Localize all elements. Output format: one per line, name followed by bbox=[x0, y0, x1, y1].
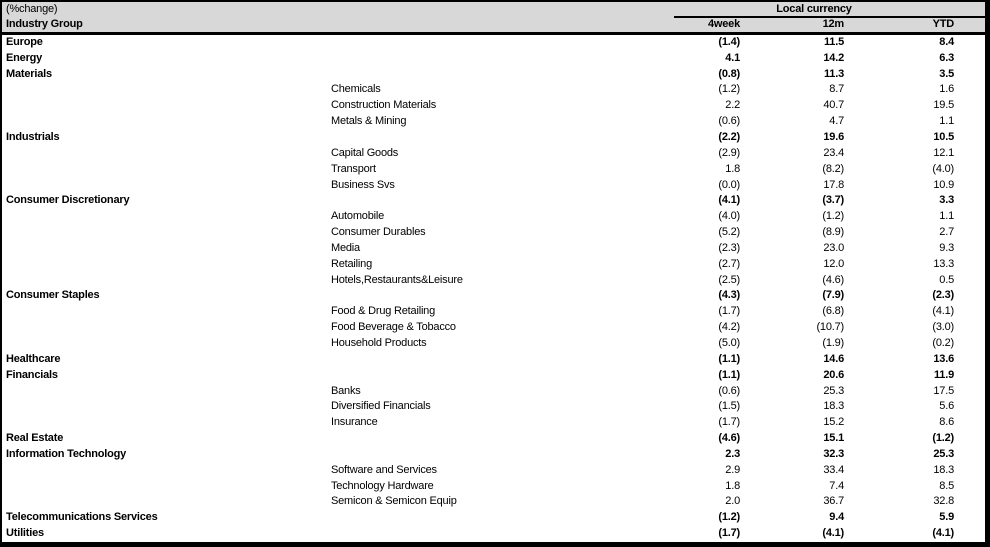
sub-industry-label: Transport bbox=[331, 162, 376, 175]
row-padding-cell bbox=[954, 272, 985, 288]
row-padding-cell bbox=[954, 367, 985, 383]
industry-group-label bbox=[2, 336, 327, 352]
value-ytd: (1.2) bbox=[932, 432, 954, 445]
row-padding-cell bbox=[954, 494, 985, 510]
value-4week: (2.3) bbox=[718, 241, 740, 254]
value-4week: (4.1) bbox=[718, 194, 740, 207]
industry-group-label: Materials bbox=[6, 67, 52, 80]
sub-industry-label bbox=[327, 33, 674, 50]
value-12m: 40.7 bbox=[823, 99, 844, 112]
value-ytd: 13.3 bbox=[933, 257, 954, 270]
table-row bbox=[2, 383, 985, 399]
industry-group-label: Healthcare bbox=[6, 352, 61, 365]
value-12m: (10.7) bbox=[816, 321, 844, 334]
table-row bbox=[2, 288, 985, 304]
industry-group-label bbox=[2, 177, 327, 193]
sub-industry-label: Diversified Financials bbox=[331, 400, 431, 413]
value-ytd: 6.3 bbox=[939, 51, 954, 64]
header-row-columns bbox=[2, 17, 985, 33]
row-padding-cell bbox=[954, 50, 985, 66]
table-row bbox=[2, 66, 985, 82]
value-12m: 14.2 bbox=[823, 51, 844, 64]
row-padding-cell bbox=[954, 336, 985, 352]
table-row bbox=[2, 351, 985, 367]
value-4week: (4.2) bbox=[718, 321, 740, 334]
industry-group-label: Consumer Staples bbox=[6, 289, 100, 302]
value-4week: 2.0 bbox=[725, 495, 740, 508]
value-ytd: 25.3 bbox=[933, 447, 954, 460]
table-row bbox=[2, 478, 985, 494]
sub-industry-label: Software and Services bbox=[331, 463, 437, 476]
value-12m: 36.7 bbox=[823, 495, 844, 508]
value-4week: (4.6) bbox=[718, 432, 740, 445]
row-padding-cell bbox=[954, 82, 985, 98]
value-12m: 12.0 bbox=[823, 257, 844, 270]
value-12m: (7.9) bbox=[822, 289, 844, 302]
value-4week: (1.2) bbox=[718, 83, 740, 96]
table-row bbox=[2, 177, 985, 193]
sub-industry-label bbox=[327, 351, 674, 367]
sub-industry-label: Hotels,Restaurants&Leisure bbox=[331, 273, 463, 286]
value-12m: 17.8 bbox=[823, 178, 844, 191]
table-row bbox=[2, 161, 985, 177]
industry-group-label bbox=[2, 161, 327, 177]
value-12m: 15.1 bbox=[823, 432, 844, 445]
sub-industry-label: Business Svs bbox=[331, 178, 395, 191]
value-12m: 19.6 bbox=[823, 131, 844, 144]
industry-group-label bbox=[2, 304, 327, 320]
table-row bbox=[2, 33, 985, 50]
value-4week: (4.3) bbox=[718, 289, 740, 302]
col-header-4week: 4week bbox=[674, 17, 740, 33]
sub-industry-label: Insurance bbox=[331, 416, 378, 429]
value-12m: 33.4 bbox=[823, 463, 844, 476]
industry-group-label bbox=[2, 478, 327, 494]
header-row-top bbox=[2, 2, 985, 17]
sub-industry-label: Metals & Mining bbox=[331, 115, 407, 128]
table-row bbox=[2, 50, 985, 66]
table-row bbox=[2, 98, 985, 114]
sub-industry-label: Banks bbox=[331, 384, 361, 397]
value-ytd: 8.4 bbox=[939, 35, 954, 48]
value-4week: (4.0) bbox=[718, 210, 740, 223]
value-ytd: 11.9 bbox=[933, 368, 954, 381]
value-ytd: 32.8 bbox=[933, 495, 954, 508]
sub-industry-label bbox=[327, 367, 674, 383]
industry-group-label: Energy bbox=[6, 51, 43, 64]
header-padding-cell bbox=[954, 2, 985, 17]
value-4week: 2.3 bbox=[725, 447, 740, 460]
value-4week: 2.9 bbox=[725, 463, 740, 476]
value-12m: 18.3 bbox=[823, 400, 844, 413]
value-12m: (3.7) bbox=[822, 194, 844, 207]
industry-group-label bbox=[2, 272, 327, 288]
performance-data-grid bbox=[2, 2, 985, 542]
value-ytd: 10.5 bbox=[933, 131, 954, 144]
sub-industry-label bbox=[327, 526, 674, 542]
sub-industry-label bbox=[327, 66, 674, 82]
value-ytd: 10.9 bbox=[933, 178, 954, 191]
row-padding-cell bbox=[954, 526, 985, 542]
sub-industry-label: Consumer Durables bbox=[331, 226, 426, 239]
table-row bbox=[2, 431, 985, 447]
industry-group-label bbox=[2, 225, 327, 241]
table-header bbox=[2, 2, 985, 33]
value-4week: (1.2) bbox=[718, 511, 740, 524]
value-4week: 1.8 bbox=[725, 162, 740, 175]
sub-industry-label: Semicon & Semicon Equip bbox=[331, 495, 457, 508]
value-12m: 23.0 bbox=[823, 241, 844, 254]
value-ytd: 5.6 bbox=[939, 400, 954, 413]
industry-group-label bbox=[2, 320, 327, 336]
value-4week: (2.5) bbox=[718, 273, 740, 286]
value-4week: 4.1 bbox=[725, 51, 740, 64]
sub-industry-label bbox=[327, 288, 674, 304]
value-4week: (2.9) bbox=[718, 146, 740, 159]
value-12m: (4.6) bbox=[822, 273, 844, 286]
value-4week: (2.7) bbox=[718, 257, 740, 270]
row-padding-cell bbox=[954, 193, 985, 209]
col-header-ytd: YTD bbox=[844, 17, 954, 33]
value-12m: 7.4 bbox=[829, 479, 844, 492]
row-padding-cell bbox=[954, 145, 985, 161]
row-padding-cell bbox=[954, 320, 985, 336]
industry-group-label: Financials bbox=[6, 368, 58, 381]
value-12m: 8.7 bbox=[829, 83, 844, 96]
industry-group-label bbox=[2, 241, 327, 257]
row-padding-cell bbox=[954, 225, 985, 241]
industry-group-label: Telecommunications Services bbox=[6, 511, 158, 524]
table-row bbox=[2, 526, 985, 542]
value-ytd: 17.5 bbox=[933, 384, 954, 397]
industry-group-label bbox=[2, 145, 327, 161]
value-ytd: 2.7 bbox=[939, 226, 954, 239]
industry-group-label bbox=[2, 209, 327, 225]
industry-group-label bbox=[2, 415, 327, 431]
table-row bbox=[2, 256, 985, 272]
table-row bbox=[2, 114, 985, 130]
table-row bbox=[2, 272, 985, 288]
sub-industry-label: Household Products bbox=[331, 336, 427, 349]
row-padding-cell bbox=[954, 462, 985, 478]
value-ytd: 1.1 bbox=[939, 210, 954, 223]
industry-group-label: Utilities bbox=[6, 527, 44, 540]
row-padding-cell bbox=[954, 66, 985, 82]
row-padding-cell bbox=[954, 114, 985, 130]
sub-industry-label bbox=[327, 431, 674, 447]
value-ytd: 5.9 bbox=[939, 511, 954, 524]
value-4week: (1.4) bbox=[718, 35, 740, 48]
industry-group-label bbox=[2, 114, 327, 130]
row-padding-cell bbox=[954, 399, 985, 415]
value-12m: (8.9) bbox=[822, 226, 844, 239]
value-ytd: 8.6 bbox=[939, 416, 954, 429]
industry-group-label: Real Estate bbox=[6, 432, 64, 445]
value-12m: (8.2) bbox=[822, 162, 844, 175]
value-ytd: (4.1) bbox=[932, 527, 954, 540]
table-row bbox=[2, 225, 985, 241]
value-4week: (0.0) bbox=[718, 178, 740, 191]
header-padding-cell bbox=[954, 17, 985, 33]
industry-group-label bbox=[2, 383, 327, 399]
row-padding-cell bbox=[954, 130, 985, 146]
industry-group-label bbox=[2, 462, 327, 478]
value-12m: (4.1) bbox=[822, 527, 844, 540]
value-12m: (6.8) bbox=[822, 305, 844, 318]
value-ytd: 12.1 bbox=[933, 146, 954, 159]
value-ytd: 0.5 bbox=[939, 273, 954, 286]
value-12m: 20.6 bbox=[823, 368, 844, 381]
value-ytd: 1.6 bbox=[939, 83, 954, 96]
sub-industry-label: Capital Goods bbox=[331, 146, 399, 159]
value-12m: 32.3 bbox=[823, 447, 844, 460]
value-ytd: 19.5 bbox=[933, 99, 954, 112]
sub-industry-label: Construction Materials bbox=[331, 99, 437, 112]
sub-industry-label: Automobile bbox=[331, 210, 385, 223]
local-currency-header: Local currency bbox=[674, 2, 954, 17]
row-padding-cell bbox=[954, 33, 985, 50]
value-4week: (0.6) bbox=[718, 115, 740, 128]
value-ytd: 1.1 bbox=[939, 115, 954, 128]
table-row bbox=[2, 304, 985, 320]
value-ytd: (3.0) bbox=[932, 321, 954, 334]
table-row bbox=[2, 193, 985, 209]
industry-group-label: Consumer Discretionary bbox=[6, 194, 130, 207]
value-ytd: (0.2) bbox=[932, 336, 954, 349]
sub-industry-label bbox=[327, 446, 674, 462]
industry-group-label: Industrials bbox=[6, 131, 60, 144]
value-ytd: (4.1) bbox=[932, 305, 954, 318]
value-ytd: 18.3 bbox=[933, 463, 954, 476]
value-ytd: 3.5 bbox=[939, 67, 954, 80]
table-row bbox=[2, 462, 985, 478]
sub-industry-label bbox=[327, 510, 674, 526]
table-row bbox=[2, 446, 985, 462]
table-row bbox=[2, 415, 985, 431]
row-padding-cell bbox=[954, 478, 985, 494]
row-padding-cell bbox=[954, 510, 985, 526]
row-padding-cell bbox=[954, 256, 985, 272]
industry-group-label: Information Technology bbox=[6, 447, 127, 460]
value-4week: (1.7) bbox=[718, 416, 740, 429]
industry-group-label bbox=[2, 82, 327, 98]
value-4week: (5.2) bbox=[718, 226, 740, 239]
sub-industry-label: Retailing bbox=[331, 257, 373, 270]
value-12m: 14.6 bbox=[823, 352, 844, 365]
row-padding-cell bbox=[954, 161, 985, 177]
table-row bbox=[2, 82, 985, 98]
value-ytd: (4.0) bbox=[932, 162, 954, 175]
value-4week: (0.6) bbox=[718, 384, 740, 397]
value-4week: 1.8 bbox=[725, 479, 740, 492]
table-row bbox=[2, 336, 985, 352]
value-12m: (1.2) bbox=[822, 210, 844, 223]
row-padding-cell bbox=[954, 177, 985, 193]
sub-industry-label: Chemicals bbox=[331, 83, 381, 96]
sub-industry-label: Technology Hardware bbox=[331, 479, 434, 492]
industry-group-label bbox=[2, 494, 327, 510]
row-padding-cell bbox=[954, 304, 985, 320]
value-4week: (2.2) bbox=[718, 131, 740, 144]
sub-industry-label bbox=[327, 193, 674, 209]
value-12m: (1.9) bbox=[822, 336, 844, 349]
table-row bbox=[2, 209, 985, 225]
value-12m: 25.3 bbox=[823, 384, 844, 397]
sub-industry-label: Food & Drug Retailing bbox=[331, 305, 436, 318]
value-4week: (1.5) bbox=[718, 400, 740, 413]
value-ytd: 3.3 bbox=[939, 194, 954, 207]
table-row bbox=[2, 494, 985, 510]
value-12m: 23.4 bbox=[823, 146, 844, 159]
row-padding-cell bbox=[954, 383, 985, 399]
value-4week: (0.8) bbox=[718, 67, 740, 80]
value-12m: 11.5 bbox=[823, 35, 844, 48]
value-12m: 15.2 bbox=[823, 416, 844, 429]
industry-group-label bbox=[2, 399, 327, 415]
value-ytd: 9.3 bbox=[939, 241, 954, 254]
value-12m: 9.4 bbox=[829, 511, 844, 524]
value-ytd: (2.3) bbox=[932, 289, 954, 302]
value-ytd: 13.6 bbox=[933, 352, 954, 365]
table-row bbox=[2, 145, 985, 161]
table-row bbox=[2, 130, 985, 146]
row-padding-cell bbox=[954, 241, 985, 257]
sub-industry-label bbox=[327, 130, 674, 146]
value-4week: (1.7) bbox=[718, 527, 740, 540]
table-row bbox=[2, 399, 985, 415]
sub-industry-label: Food Beverage & Tobacco bbox=[331, 321, 456, 334]
sub-industry-label bbox=[327, 50, 674, 66]
value-12m: 4.7 bbox=[829, 115, 844, 128]
row-padding-cell bbox=[954, 98, 985, 114]
row-padding-cell bbox=[954, 351, 985, 367]
value-ytd: 8.5 bbox=[939, 479, 954, 492]
table-body bbox=[2, 33, 985, 542]
industry-group-header: Industry Group bbox=[2, 17, 674, 33]
industry-group-label: Europe bbox=[6, 35, 43, 48]
row-padding-cell bbox=[954, 209, 985, 225]
industry-group-label bbox=[2, 256, 327, 272]
value-4week: 2.2 bbox=[725, 99, 740, 112]
sub-industry-label: Media bbox=[331, 241, 360, 254]
value-4week: (1.1) bbox=[718, 368, 740, 381]
col-header-12m: 12m bbox=[740, 17, 844, 33]
row-padding-cell bbox=[954, 415, 985, 431]
table-row bbox=[2, 367, 985, 383]
percent-change-label: (%change) bbox=[6, 3, 58, 15]
value-4week: (5.0) bbox=[718, 336, 740, 349]
row-padding-cell bbox=[954, 446, 985, 462]
value-4week: (1.7) bbox=[718, 305, 740, 318]
row-padding-cell bbox=[954, 288, 985, 304]
table-row bbox=[2, 510, 985, 526]
value-12m: 11.3 bbox=[823, 67, 844, 80]
value-4week: (1.1) bbox=[718, 352, 740, 365]
table-row bbox=[2, 320, 985, 336]
row-padding-cell bbox=[954, 431, 985, 447]
industry-group-label bbox=[2, 98, 327, 114]
table-row bbox=[2, 241, 985, 257]
